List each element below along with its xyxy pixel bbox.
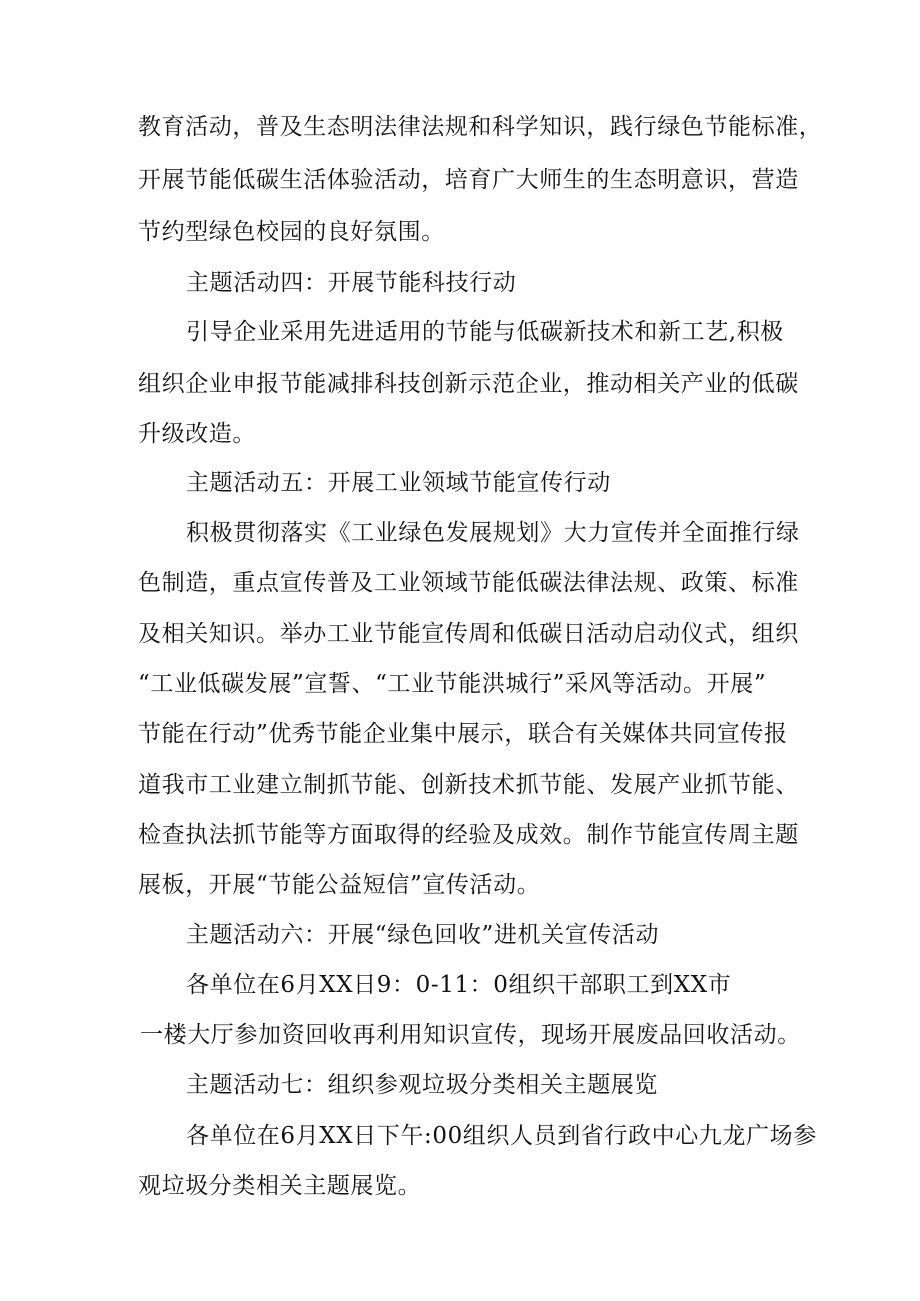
section-heading: 主题活动四：开展节能科技行动: [186, 270, 517, 296]
paragraph-line: “工业低碳发展”宣誓、“工业节能洪城行”采风等活动。开展”: [138, 671, 767, 697]
paragraph-line: 积极贯彻落实《工业绿色发展规划》大力宣传并全面推行绿: [186, 520, 800, 546]
paragraph-line: 升级改造。: [138, 421, 256, 447]
paragraph-line: 观垃圾分类相关主题展览。: [138, 1173, 422, 1199]
section-heading: 主题活动六：开展“绿色回收”进机关宣传活动: [186, 922, 660, 948]
paragraph-line: 节能在行动”优秀节能企业集中展示，联合有关媒体共同宣传报: [138, 721, 788, 747]
paragraph-line: 一楼大厅参加资回收再利用知识宣传，现场开展废品回收活动。: [140, 1022, 801, 1048]
paragraph-line: 检查执法抓节能等方面取得的经验及成效。制作节能宣传周主题: [138, 822, 799, 848]
section-heading: 主题活动五：开展工业领域节能宣传行动: [186, 470, 611, 496]
paragraph-line: 展板，开展“节能公益短信”宣传活动。: [138, 872, 541, 898]
paragraph-line: 组织企业申报节能减排科技创新示范企业，推动相关产业的低碳: [138, 371, 799, 397]
paragraph-line: 开展节能低碳生活体验活动，培育广大师生的生态明意识，营造: [138, 167, 799, 193]
paragraph-line: 及相关知识。举办工业节能宣传周和低碳日活动启动仪式，组织: [138, 621, 799, 647]
paragraph-line: 引导企业采用先进适用的节能与低碳新技术和新工艺,积极: [186, 319, 784, 345]
paragraph-line: 各单位在6月XX日下午:00组织人员到省行政中心九龙广场参: [186, 1123, 817, 1149]
paragraph-line: 教育活动，普及生态明法律法规和科学知识，践行绿色节能标准，: [138, 114, 823, 140]
paragraph-line: 道我市工业建立制抓节能、创新技术抓节能、发展产业抓节能、: [138, 772, 799, 798]
paragraph-line: 色制造，重点宣传普及工业领域节能低碳法律法规、政策、标准: [138, 570, 799, 596]
paragraph-line: 各单位在6月XX日9：0-11：0组织干部职工到XX市: [186, 972, 732, 998]
section-heading: 主题活动七：组织参观垃圾分类相关主题展览: [186, 1072, 658, 1098]
paragraph-line: 节约型绿色校园的良好氛围。: [138, 219, 445, 245]
